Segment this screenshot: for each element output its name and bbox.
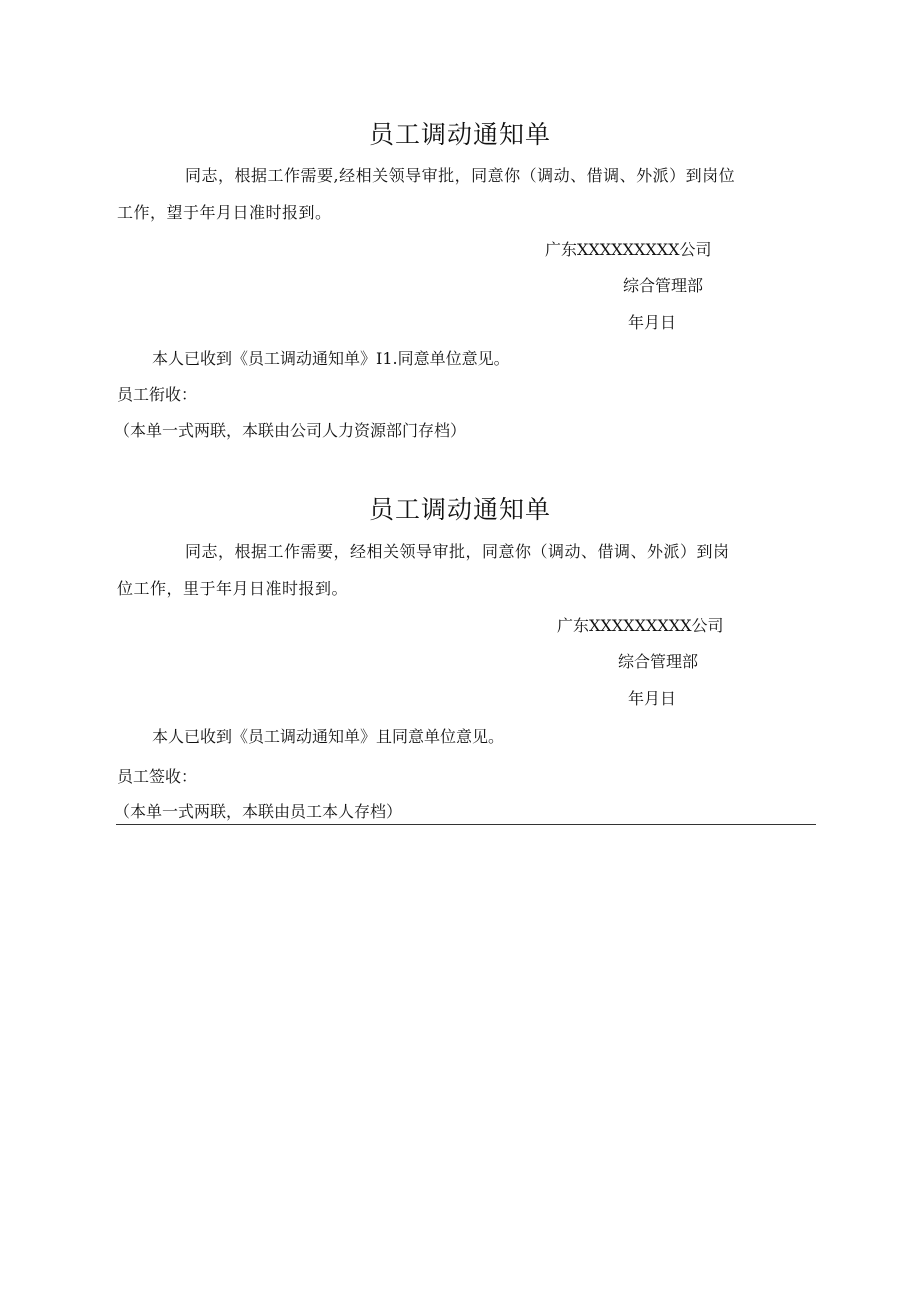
notice1-receipt: 本人已收到《员工调动通知单》I1.同意单位意见。 bbox=[152, 349, 510, 368]
notice2-receipt: 本人已收到《员工调动通知单》且同意单位意见。 bbox=[152, 727, 505, 746]
notice2-paragraph-line2: 位工作，里于年月日准时报到。 bbox=[117, 579, 349, 598]
notice1-title: 员工调动通知单 bbox=[368, 120, 551, 149]
bottom-divider bbox=[116, 824, 816, 825]
notice2-date: 年月日 bbox=[628, 689, 677, 708]
notice1-date: 年月日 bbox=[628, 313, 677, 332]
notice2-archive-note: （本单一式两联，本联由员工本人存档） bbox=[114, 802, 403, 821]
notice1-paragraph-line2: 工作，望于年月日准时报到。 bbox=[117, 203, 332, 222]
notice2-company: 广东XXXXXXXXX公司 bbox=[557, 616, 724, 635]
notice2-sign-label: 员工签收： bbox=[117, 767, 198, 786]
notice1-department: 综合管理部 bbox=[623, 276, 704, 295]
notice1-sign-label: 员工衔收： bbox=[117, 385, 198, 404]
notice2-title: 员工调动通知单 bbox=[368, 495, 551, 524]
notice2-department: 综合管理部 bbox=[618, 652, 699, 671]
notice1-archive-note: （本单一式两联，本联由公司人力资源部门存档） bbox=[114, 421, 467, 440]
notice1-paragraph-line1: 同志，根据工作需要,经相关领导审批，同意你（调动、借调、外派）到岗位 bbox=[185, 166, 736, 185]
notice2-paragraph-line1: 同志，根据工作需要，经相关领导审批，同意你（调动、借调、外派）到岗 bbox=[185, 542, 730, 561]
notice1-company: 广东XXXXXXXXX公司 bbox=[545, 240, 712, 259]
